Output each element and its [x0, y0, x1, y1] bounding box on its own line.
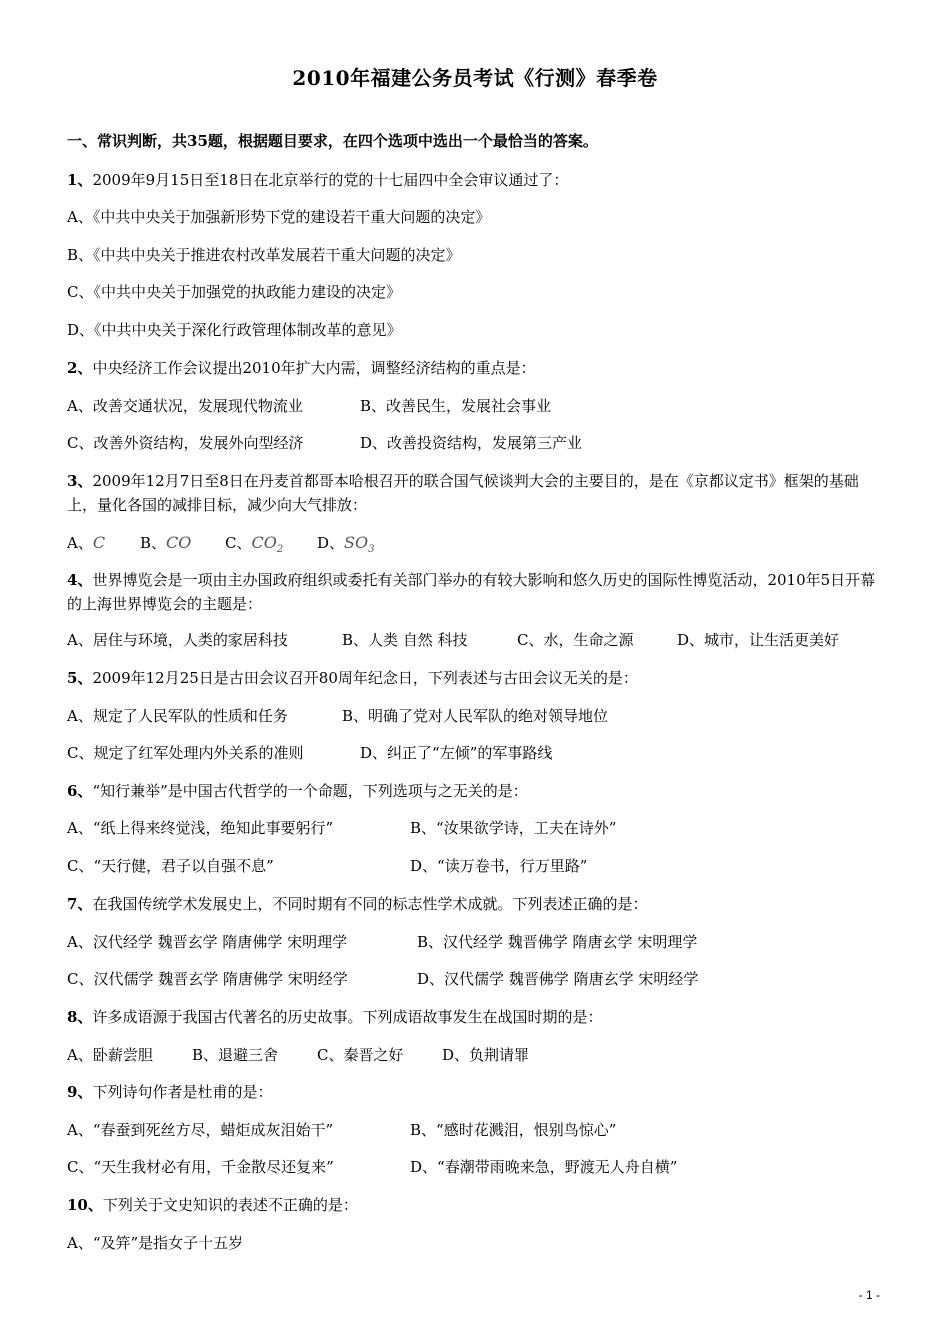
question-number: 1、 [67, 171, 93, 189]
q7-option-c: C、汉代儒学 魏晋玄学 隋唐佛学 宋明经学 [67, 970, 348, 988]
q6-option-d: D、“读万卷书，行万里路” [410, 857, 588, 875]
q4-option-c: C、水，生命之源 [517, 631, 634, 649]
q9-options-row-1 [67, 1120, 617, 1140]
q9-option-c: C、“天生我材必有用，千金散尽还复来” [67, 1158, 334, 1176]
q9-option-d: D、“春潮带雨晚来急，野渡无人舟自横” [410, 1158, 678, 1176]
question-text: 下列关于文史知识的表述不正确的是： [102, 1196, 358, 1214]
q6-options-row-1 [67, 818, 617, 838]
q1-option-c: C、《中共中央关于加强党的执政能力建设的决定》 [67, 283, 401, 301]
q3-option-c-label: C、 [225, 534, 252, 552]
q3-option-a-formula: C [92, 533, 106, 552]
q10-option-a: A、“及笄”是指女子十五岁 [67, 1234, 244, 1252]
question-text: 世界博览会是一项由主办国政府组织或委托有关部门举办的有较大影响和悠久历史的国际性博览活动，2010年5日开幕的上海世界博览会的主题是： [67, 571, 876, 613]
q2-option-a: A、改善交通状况，发展现代物流业 [67, 397, 303, 415]
q3-option-b-label: B、 [140, 534, 167, 552]
q7-options-row-2 [67, 969, 699, 989]
q9-option-b: B、“感时花溅泪，恨别鸟惊心” [410, 1121, 617, 1139]
question-8 [67, 1007, 602, 1027]
question-number: 7、 [67, 895, 93, 913]
question-number: 3、 [67, 472, 93, 490]
section-heading: 一、常识判断，共35题，根据题目要求，在四个选项中选出一个最恰当的答案。 [67, 132, 598, 150]
question-number: 8、 [67, 1008, 93, 1026]
question-number: 2、 [67, 359, 93, 377]
q6-option-c: C、“天行健，君子以自强不息” [67, 857, 274, 875]
q9-options-row-2 [67, 1157, 678, 1177]
question-6 [67, 781, 528, 801]
question-number: 10、 [67, 1196, 103, 1214]
q4-options-row [67, 630, 840, 650]
question-3 [67, 469, 887, 517]
q9-option-a: A、“春蚕到死丝方尽，蜡炬成灰泪始干” [67, 1121, 334, 1139]
question-5 [67, 668, 638, 688]
q2-options-row-1 [67, 396, 552, 416]
q8-option-a: A、卧薪尝胆 [67, 1046, 153, 1064]
q7-option-d: D、汉代儒学 魏晋佛学 隋唐玄学 宋明经学 [417, 970, 699, 988]
question-4 [67, 568, 887, 616]
q8-options-row [67, 1045, 530, 1065]
question-text: 许多成语源于我国古代著名的历史故事。下列成语故事发生在战国时期的是： [92, 1008, 603, 1026]
question-7 [67, 894, 647, 914]
q3-option-d-formula: SO [344, 533, 369, 552]
question-9 [67, 1082, 272, 1102]
question-1 [67, 170, 568, 190]
question-number: 9、 [67, 1083, 93, 1101]
q8-option-c: C、秦晋之好 [317, 1046, 404, 1064]
q7-options-row-1 [67, 932, 698, 952]
q2-options-row-2 [67, 433, 583, 453]
q3-option-d-label: D、 [317, 534, 345, 552]
q3-option-d-subscript: 3 [368, 544, 375, 556]
q4-option-a: A、居住与环境，人类的家居科技 [67, 631, 288, 649]
q5-option-a: A、规定了人民军队的性质和任务 [67, 707, 288, 725]
q4-option-d: D、城市，让生活更美好 [677, 631, 840, 649]
q1-option-d: D、《中共中央关于深化行政管理体制改革的意见》 [67, 321, 402, 339]
q5-option-d: D、纠正了“左倾”的军事路线 [360, 744, 553, 762]
question-text: 2009年12月25日是古田会议召开80周年纪念日，下列表述与古田会议无关的是： [92, 669, 638, 687]
q2-option-d: D、改善投资结构，发展第三产业 [360, 434, 583, 452]
question-text: 下列诗句作者是杜甫的是： [92, 1083, 273, 1101]
q5-options-row-2 [67, 743, 553, 763]
question-10 [67, 1195, 358, 1215]
q5-options-row-1 [67, 706, 609, 726]
q7-option-b: B、汉代经学 魏晋佛学 隋唐玄学 宋明理学 [417, 933, 698, 951]
question-2 [67, 358, 536, 378]
q3-option-b-formula: CO [166, 533, 192, 552]
q3-option-c-subscript: 2 [276, 544, 284, 556]
q3-option-c-formula: CO [251, 533, 277, 552]
q7-option-a: A、汉代经学 魏晋玄学 隋唐佛学 宋明理学 [67, 933, 348, 951]
q4-option-b: B、人类 自然 科技 [342, 631, 468, 649]
question-number: 5、 [67, 669, 93, 687]
q2-option-c: C、改善外资结构，发展外向型经济 [67, 434, 304, 452]
q5-option-b: B、明确了党对人民军队的绝对领导地位 [342, 707, 609, 725]
q6-option-b: B、“汝果欲学诗，工夫在诗外” [410, 819, 617, 837]
q2-option-b: B、改善民生，发展社会事业 [360, 397, 552, 415]
q6-options-row-2 [67, 856, 588, 876]
q8-option-b: B、退避三舍 [192, 1046, 279, 1064]
q5-option-c: C、规定了红军处理内外关系的准则 [67, 744, 304, 762]
page-number: - 1 - [858, 1288, 880, 1302]
question-text: 2009年12月7日至8日在丹麦首都哥本哈根召开的联合国气候谈判大会的主要目的，是在《京都议定书》框架的基础上，量化各国的减排目标，减少向大气排放： [67, 472, 859, 514]
question-number: 4、 [67, 571, 93, 589]
q3-option-a-label: A、 [67, 534, 93, 552]
q6-option-a: A、“纸上得来终觉浅，绝知此事要躬行” [67, 819, 334, 837]
document-title: 2010年福建公务员考试《行测》春季卷 [292, 66, 658, 90]
question-number: 6、 [67, 782, 93, 800]
question-text: 在我国传统学术发展史上，不同时期有不同的标志性学术成就。下列表述正确的是： [92, 895, 648, 913]
question-text: “知行兼举”是中国古代哲学的一个命题，下列选项与之无关的是： [92, 782, 528, 800]
question-text: 中央经济工作会议提出2010年扩大内需，调整经济结构的重点是： [92, 359, 536, 377]
q8-option-d: D、负荆请罪 [442, 1046, 530, 1064]
question-text: 2009年9月15日至18日在北京举行的党的十七届四中全会审议通过了： [92, 171, 569, 189]
q1-option-b: B、《中共中央关于推进农村改革发展若干重大问题的决定》 [67, 246, 461, 264]
q1-option-a: A、《中共中央关于加强新形势下党的建设若干重大问题的决定》 [67, 208, 491, 226]
